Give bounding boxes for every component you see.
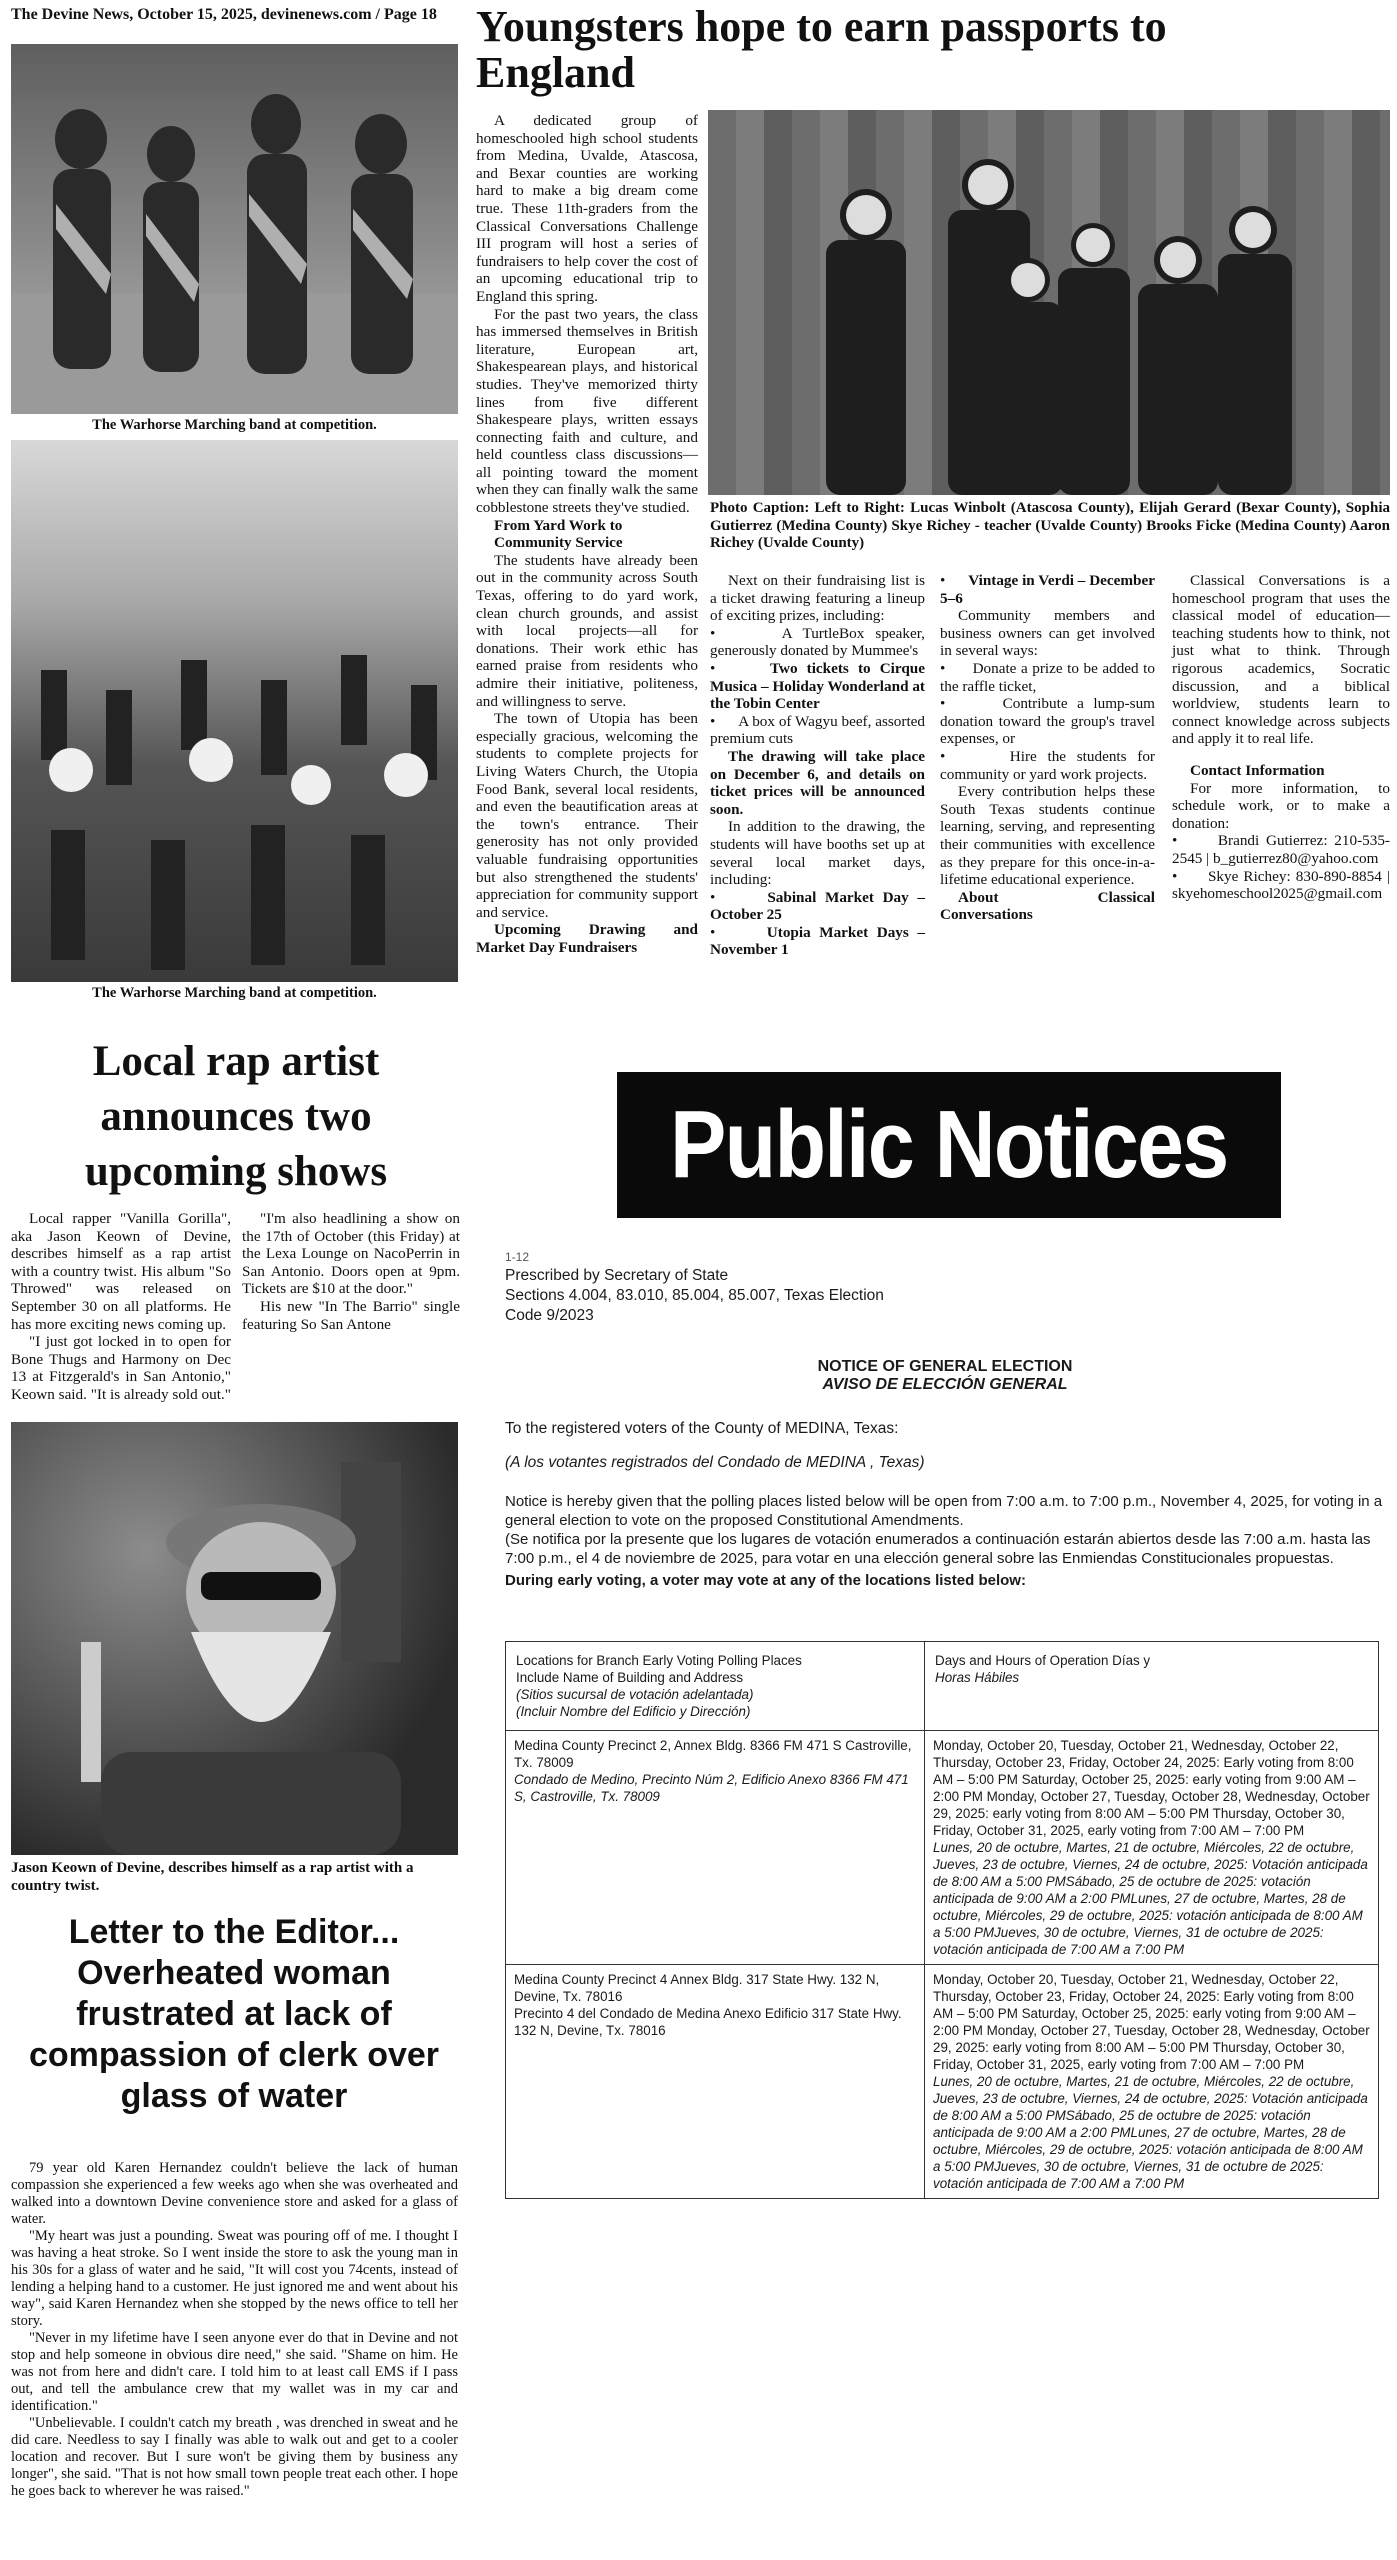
notice-text-es: (Se notifica por la presente que los lugares de votación enumerados a continuación estarán abiertos desde las 7:00 a.m. hasta las 7:00 p.m., el 4 de noviembre de 2025, para votar en una elección general sobre las Enmiendas Constitucionales propuestas. xyxy=(505,1531,1371,1567)
market-item: • Utopia Market Days – November 1 xyxy=(710,923,925,959)
early-voting-line: During early voting, a voter may vote at any of the locations listed below: xyxy=(505,1572,1026,1589)
table-header-locations xyxy=(506,1642,925,1731)
header-line: Include Name of Building and Address xyxy=(516,1670,744,1685)
prize-item: • A box of Wagyu beef, assorted premium cuts xyxy=(710,712,926,748)
hours-en: Monday, October 20, Tuesday, October 21, Wednesday, October 22, Thursday, October 23, Friday, October 24, 2025: Early voting from 8:00 AM – 5:00 PM Saturday, October 25, 2025: early voting from 9:00 AM – 2:00 PM Monday, October 27, Tuesday, October 28, Wednesday, October 29, 2025: early voting from 8:00 AM – 5:00 PM Thursday, October 30, Friday, October 31, 2025, early voting from 7:00 AM – 7:00 PM xyxy=(933,1972,1370,2072)
hours-en: Monday, October 20, Tuesday, October 21, Wednesday, October 22, Thursday, October 23, Friday, October 24, 2025: Early voting from 8:00 AM – 5:00 PM Saturday, October 25, 2025: early voting from 9:00 AM – 2:00 PM Monday, October 27, Tuesday, October 28, Wednesday, October 29, 2025: early voting from 8:00 AM – 5:00 PM Thursday, October 30, Friday, October 31, 2025, early voting from 7:00 AM – 7:00 PM xyxy=(933,1738,1370,1838)
notice-text-en: Notice is hereby given that the polling places listed below will be open from 7:00 a.m. to 7:00 p.m., November 4, 2025, for voting in a general election to vote on the proposed Constitutional Amendments. xyxy=(505,1493,1383,1529)
rapper-portrait-illustration xyxy=(11,1422,458,1855)
marching-band-illustration xyxy=(11,440,458,982)
band-photo-top xyxy=(11,44,458,414)
market-item: • Vintage in Verdi – December 5–6 xyxy=(940,572,1155,607)
hours-cell xyxy=(925,1965,1379,2199)
rap-paragraph: "I just got locked in to open for Bone Thugs and Harmony on Dec 13 at Fitzgerald's in San Antonio," Keown said. "It is already sold out." xyxy=(11,1333,231,1403)
subhead-about: About Classical Conversations xyxy=(940,888,1155,924)
letter-paragraph: "My heart was just a pounding. Sweat was pouring off of me. I thought I was having a heat stroke. So I went inside the store to ask the young man in his 30s for a glass of water and he said, "It will cost you 74cents, instead of lending a helping hand to a customer. He just ignored me and went about his way", said Karen Hernandez when she stopped by the news office to tell her story. xyxy=(11,2228,458,2329)
letter-paragraph: "Never in my lifetime have I seen anyone ever do that in Devine and not stop and help someone in obvious dire need," she said. "Shame on him. He was not from here and didn't care. I told him to at least call EMS if I pass out, and tell the ambulance crew that my wallet was in my car and identification." xyxy=(11,2330,458,2414)
letter-paragraph: 79 year old Karen Hernandez couldn't believe the lack of human compassion she experienced a few weeks ago when she was overheated and walked into a downtown Devine convenience store and asked for a glass of water. xyxy=(11,2160,458,2227)
table-header-hours xyxy=(925,1642,1379,1731)
passports-paragraph: A dedicated group of homeschooled high school students from Medina, Uvalde, Atascosa, and Bexar counties are working hard to make a big dream come true. These 11th-graders from the Classical Conversations Challenge III program will host a series of fundraisers to help cover the cost of an upcoming educational trip to England this spring. xyxy=(476,112,698,305)
passports-paragraph: For the past two years, the class has immersed themselves in British literature, European art, Shakespearean plays, and historical studies. They've memorized thirty lines from five different Shakespeare plays, written essays connecting faith and culture, and held countless class discussions—all pointing toward the moment when they can finally walk the same cobblestone streets they've studied. xyxy=(476,305,698,517)
help-item: • Contribute a lump-sum donation toward the group's travel expenses, or xyxy=(940,695,1155,748)
students-group-illustration xyxy=(708,110,1390,495)
location-en: Medina County Precinct 4 Annex Bldg. 317 State Hwy. 132 N, Devine, Tx. 78016 xyxy=(514,1972,880,2004)
passports-headline: Youngsters hope to earn passports to England xyxy=(476,2,1167,97)
table-row xyxy=(506,1731,1379,1965)
subhead-upcoming: Upcoming Drawing and Market Day Fundraisers xyxy=(476,921,698,956)
table-header-row xyxy=(506,1642,1379,1731)
rapper-photo xyxy=(11,1422,458,1855)
market-item: • Sabinal Market Day – October 25 xyxy=(710,888,925,924)
band-photo-bottom xyxy=(11,440,458,982)
band-caption-bottom: The Warhorse Marching band at competition. xyxy=(92,985,377,1001)
header-line: Locations for Branch Early Voting Polling Places xyxy=(516,1653,802,1668)
prescribed-block xyxy=(505,1266,1385,1326)
location-es: Condado de Medino, Precinto Núm 2, Edificio Anexo 8366 FM 471 S, Castroville, Tx. 78009 xyxy=(514,1772,909,1804)
public-notices-banner xyxy=(617,1072,1281,1218)
band-caption-top: The Warhorse Marching band at competition. xyxy=(92,417,377,433)
prize-item: • A TurtleBox speaker, generously donated by Mummee's xyxy=(710,624,925,660)
rap-paragraph: "I'm also headlining a show on the 17th of October (this Friday) at the Lexa Lounge on NacoPerrin in San Antonio. Doors open at 9pm. Tickets are $10 at the door." xyxy=(242,1210,460,1298)
header-line: Days and Hours of Operation Días y xyxy=(935,1653,1151,1668)
public-notices-title: Public Notices xyxy=(670,1091,1228,1198)
header-line: (Sitios sucursal de votación adelantada) xyxy=(516,1687,754,1702)
fundraiser-intro: Next on their fundraising list is a ticket drawing featuring a lineup of exciting prizes, including: xyxy=(710,572,925,625)
contribution-paragraph: Every contribution helps these South Texas students continue learning, serving, and representing their communities with excellence as they prepare for this once-in-a-lifetime educational experience. xyxy=(940,783,1155,889)
markets-intro: In addition to the drawing, the students will have booths set up at several local market days, including: xyxy=(710,818,925,889)
location-es: Precinto 4 del Condado de Medina Anexo Edificio 317 State Hwy. 132 N, Devine, Tx. 78016 xyxy=(514,2006,902,2038)
location-cell xyxy=(506,1731,925,1965)
contact-item: • Brandi Gutierrez: 210-535-2545 | b_gutierrez80@yahoo.com xyxy=(1172,832,1390,867)
subhead-contact: Contact Information xyxy=(1190,761,1325,779)
prize-item: • Two tickets to Cirque Musica – Holiday Wonderland at the Tobin Center xyxy=(710,659,925,713)
help-item: • Donate a prize to be added to the raffle ticket, xyxy=(940,659,1155,695)
letter-body xyxy=(11,2160,458,2500)
band-members-illustration xyxy=(11,44,458,414)
form-number: 1-12 xyxy=(505,1250,530,1264)
drawing-date: The drawing will take place on December 6, and details on ticket prices will be announced soon. xyxy=(710,747,925,818)
to-voters-en: To the registered voters of the County of MEDINA, Texas: xyxy=(505,1420,899,1437)
passports-column-3 xyxy=(940,572,1155,924)
to-voters-es: (A los votantes registrados del Condado de MEDINA , Texas) xyxy=(505,1454,925,1471)
rap-paragraph: Local rapper "Vanilla Gorilla", aka Jason Keown of Devine, describes himself as a rap artist with a country twist. His album "So Throwed" was released on September 30 on all platforms. He has more exciting news coming up. xyxy=(11,1210,231,1333)
hours-es: Lunes, 20 de octubre, Martes, 21 de octubre, Miércoles, 22 de octubre, Jueves, 23 de octubre, Viernes, 24 de octubre, 2025: Votación anticipada de 8:00 AM a 5:00 PMSábado, 25 de octubre de 2025: votación anticipada de 9:00 AM a 2:00 PMLunes, 27 de octubre, Martes, 28 de octubre, Miércoles, 29 de octubre, 2025: votación anticipada de 8:00 AM a 5:00 PMJueves, 30 de octubre, Viernes, 31 de octubre de 2025: votación anticipada de 7:00 AM a 7:00 PM xyxy=(933,1840,1368,1957)
page-folio: The Devine News, October 15, 2025, devinenews.com / Page 18 xyxy=(11,6,437,23)
rapper-photo-caption: Jason Keown of Devine, describes himself as a rap artist with a country twist. xyxy=(11,1860,414,1894)
table-row xyxy=(506,1965,1379,2199)
letter-headline: Letter to the Editor... Overheated woman frustrated at lack of compassion of clerk over glass of water xyxy=(28,1913,440,2115)
location-cell xyxy=(506,1965,925,2199)
passports-paragraph: The town of Utopia has been especially gracious, welcoming the students to complete projects for Living Waters Church, the Utopia Food Bank, several local residents, and even the beautification areas at the town's entrance. Their generosity has not only provided valuable fundraising opportunities but also strengthened the students' appreciation for community support and service. xyxy=(476,710,698,921)
passports-column-4 xyxy=(1172,572,1390,903)
location-en: Medina County Precinct 2, Annex Bldg. 8366 FM 471 S Castroville, Tx. 78009 xyxy=(514,1738,912,1770)
students-photo xyxy=(708,110,1390,495)
election-notice xyxy=(505,1250,1385,2199)
subhead-yard-work: From Yard Work to Community Service xyxy=(494,516,623,552)
rap-column-2 xyxy=(242,1210,460,1333)
header-line: Horas Hábiles xyxy=(935,1670,1020,1685)
help-intro: Community members and business owners can get involved in several ways: xyxy=(940,607,1155,660)
passports-paragraph: The students have already been out in the community across South Texas, offering to do yard work, clean church grounds, and assist with local projects—all for donations. Their work ethic has earned praise from residents who admire their initiative, politeness, and willingness to serve. xyxy=(476,551,698,710)
contact-item: • Skye Richey: 830-890-8854 | skyehomeschool2025@gmail.com xyxy=(1172,867,1390,903)
about-paragraph: Classical Conversations is a homeschool program that uses the classical model of education—teaching students how to think, not just what to think. Through rigorous academics, Socratic discussion, and a biblical worldview, students learn to connect knowledge across subjects and apply it to real life. xyxy=(1172,572,1390,748)
contact-intro: For more information, to schedule work, or to make a donation: xyxy=(1172,779,1390,832)
help-item: • Hire the students for community or yard work projects. xyxy=(940,747,1155,783)
hours-es: Lunes, 20 de octubre, Martes, 21 de octubre, Miércoles, 22 de octubre, Jueves, 23 de octubre, Viernes, 24 de octubre, 2025: Votación anticipada de 8:00 AM a 5:00 PMSábado, 25 de octubre de 2025: votación anticipada de 9:00 AM a 2:00 PMLunes, 27 de octubre, Martes, 28 de octubre, Miércoles, 29 de octubre, 2025: votación anticipada de 8:00 AM a 5:00 PMJueves, 30 de octubre, Viernes, 31 de octubre de 2025: votación anticipada de 7:00 AM a 7:00 PM xyxy=(933,2074,1368,2191)
letter-paragraph: "Unbelievable. I couldn't catch my breath , was drenched in sweat and he did care. Needless to say I finally was able to walk out and get to a cooler location and recover. But I sure won't be giving them by business any longer", she said. "That is not how small town people treat each other. I hope he goes back to wherever he was raised." xyxy=(11,2415,458,2499)
notice-title-en: NOTICE OF GENERAL ELECTION xyxy=(817,1358,1073,1375)
rap-headline: Local rap artist announces two upcoming shows xyxy=(84,1038,388,1195)
rap-paragraph: His new "In The Barrio" single featuring So San Antone xyxy=(242,1297,460,1333)
passports-column-1 xyxy=(476,112,698,957)
notice-title-es: AVISO DE ELECCIÓN GENERAL xyxy=(822,1376,1068,1393)
prescribed-line: Prescribed by Secretary of State xyxy=(505,1267,729,1284)
early-voting-table xyxy=(505,1641,1379,2199)
students-photo-caption: Photo Caption: Left to Right: Lucas Winbolt (Atascosa County), Elijah Gerard (Bexar County), Sophia Gutierrez (Medina County) Skye Richey - teacher (Uvalde County) Brooks Ficke (Medina County) Aaron Richey (Uvalde County) xyxy=(710,500,1390,551)
prescribed-line: Code 9/2023 xyxy=(505,1307,594,1324)
passports-column-2 xyxy=(710,572,925,959)
hours-cell xyxy=(925,1731,1379,1965)
rap-column-1 xyxy=(11,1210,231,1404)
header-line: (Incluir Nombre del Edificio y Dirección) xyxy=(516,1704,751,1719)
prescribed-line: Sections 4.004, 83.010, 85.004, 85.007, Texas Election xyxy=(505,1287,884,1304)
